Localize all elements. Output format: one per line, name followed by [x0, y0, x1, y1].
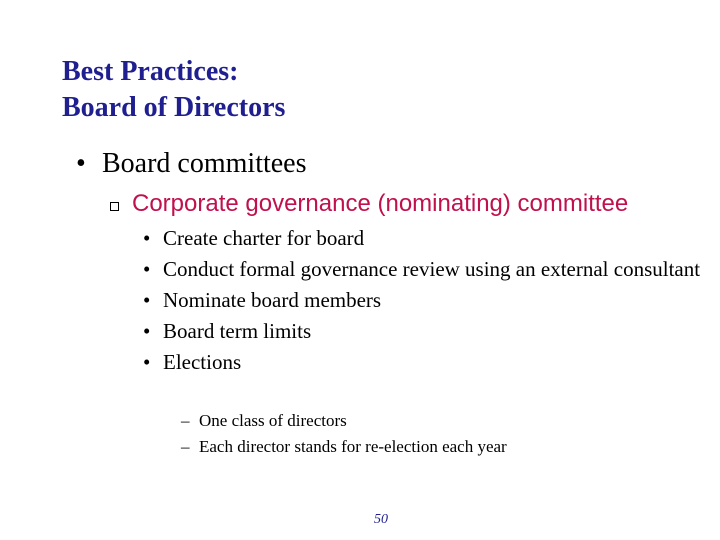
slide-title: [62, 54, 285, 126]
bullet-board-committees: [76, 146, 307, 182]
list-item: [181, 434, 507, 460]
bullet-dot-icon: •: [143, 350, 151, 374]
subbullet-text: Corporate governance (nominating) committee: [132, 190, 629, 217]
page-number: 50: [374, 512, 388, 527]
dash-bullet-icon: –: [181, 437, 190, 456]
list-item: [181, 408, 507, 434]
hollow-square-icon: [110, 202, 119, 211]
list-item-text: Nominate board members: [163, 288, 382, 312]
election-details-list: [181, 408, 507, 460]
list-item: [143, 286, 703, 315]
bullet-text: Board committees: [102, 148, 307, 179]
list-item: [143, 255, 703, 284]
committee-duties-list: [143, 224, 703, 379]
title-line-1: Best Practices:: [62, 56, 239, 87]
dash-bullet-icon: –: [181, 411, 190, 430]
list-item: [143, 348, 703, 377]
list-item-text: One class of directors: [199, 411, 347, 430]
list-item: [143, 224, 703, 253]
bullet-dot-icon: •: [143, 319, 151, 343]
list-item-text: Create charter for board: [163, 226, 365, 250]
list-item-text: Conduct formal governance review using an external consultant: [163, 257, 701, 281]
list-item-text: Board term limits: [163, 319, 312, 343]
bullet-dot-icon: •: [76, 148, 86, 179]
list-item-text: Elections: [163, 350, 242, 374]
title-line-2: Board of Directors: [62, 92, 286, 123]
bullet-dot-icon: •: [143, 288, 151, 312]
bullet-dot-icon: •: [143, 257, 151, 281]
list-item-text: Each director stands for re-election each year: [199, 437, 507, 456]
list-item: [143, 317, 703, 346]
bullet-dot-icon: •: [143, 226, 151, 250]
